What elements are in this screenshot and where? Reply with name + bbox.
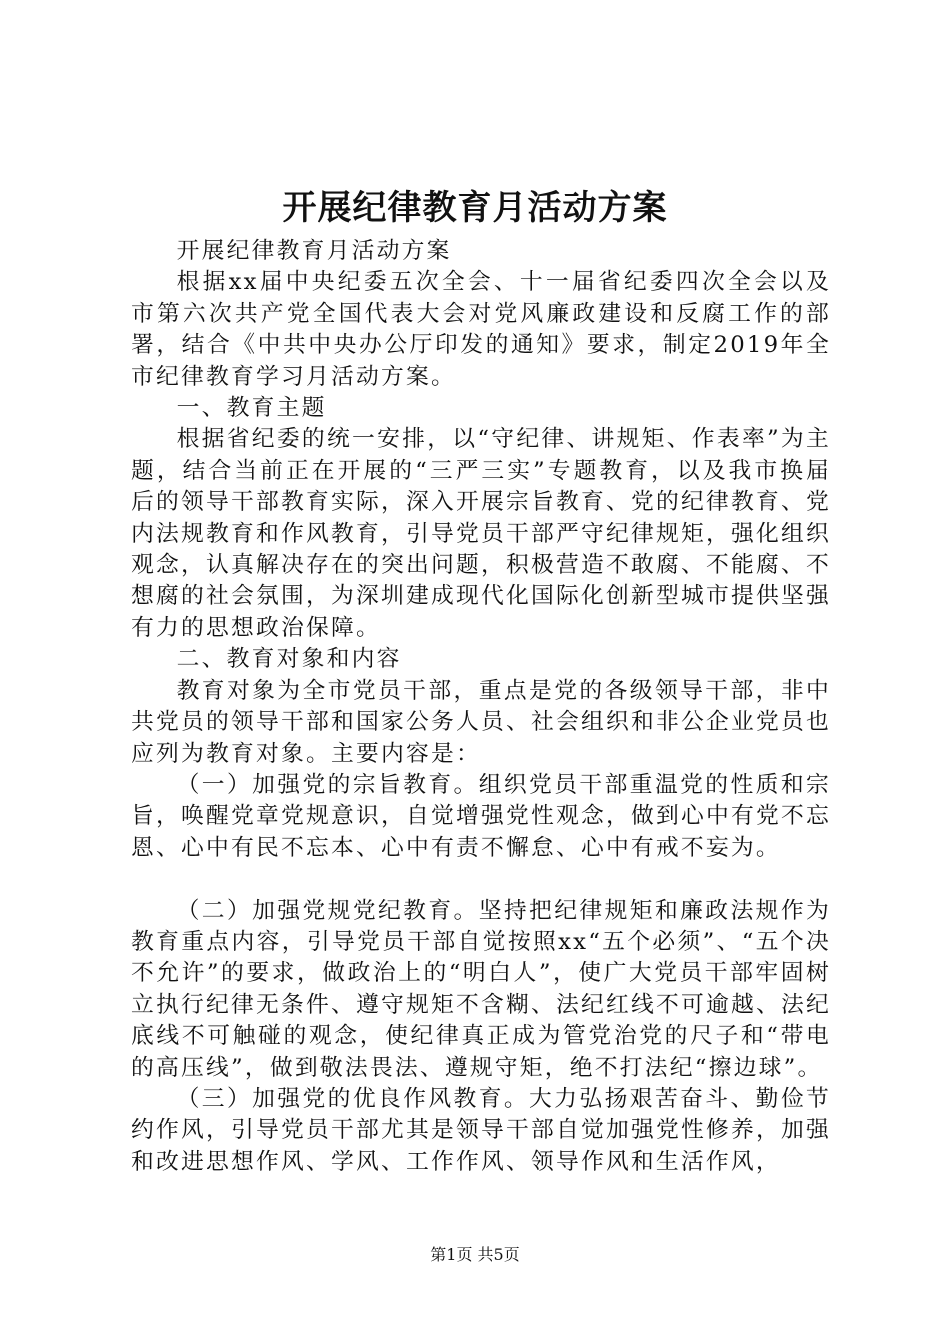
paragraph-targets: 教育对象为全市党员干部，重点是党的各级领导干部，非中共党员的领导干部和国家公务人员、社会组织和非公企业党员也应列为教育对象。主要内容是： xyxy=(131,677,831,767)
paragraph-theme: 根据省纪委的统一安排，以“守纪律、讲规矩、作表率”为主题，结合当前正在开展的“三严三实”专题教育，以及我市换届后的领导干部教育实际，深入开展宗旨教育、党的纪律教育、党内法规教育和作风教育，引导党员干部严守纪律规矩，强化组织观念，认真解决存在的突出问题，积极营造不敢腐、不能腐、不想腐的社会氛围，为深圳建成现代化国际化创新型城市提供坚强有力的思想政治保障。 xyxy=(131,426,831,641)
paragraph-item-1: （一）加强党的宗旨教育。组织党员干部重温党的性质和宗旨，唤醒党章党规意识，自觉增强党性观念，做到心中有党不忘恩、心中有民不忘本、心中有责不懈怠、心中有戒不妄为。 xyxy=(131,771,831,861)
section-heading-1: 一、教育主题 xyxy=(176,395,327,422)
section-heading-2: 二、教育对象和内容 xyxy=(176,646,402,673)
paragraph-item-2: （二）加强党规党纪教育。坚持把纪律规矩和廉政法规作为教育重点内容，引导党员干部自觉按照xx“五个必须”、“五个决不允许”的要求，做政治上的“明白人”，使广大党员干部牢固树立执行纪律无条件、遵守规矩不含糊、法纪红线不可逾越、法纪底线不可触碰的观念，使纪律真正成为管党治党的尺子和“带电的高压线”，做到敬法畏法、遵规守矩，绝不打法纪“擦边球”。 xyxy=(131,897,831,1081)
paragraph-subtitle: 开展纪律教育月活动方案 xyxy=(176,238,452,264)
document-title: 开展纪律教育月活动方案 xyxy=(282,188,668,228)
paragraph-intro: 根据xx届中央纪委五次全会、十一届省纪委四次全会以及市第六次共产党全国代表大会对党风廉政建设和反腐工作的部署，结合《中共中央办公厅印发的通知》要求，制定2019年全市纪律教育学习月活动方案。 xyxy=(131,269,831,390)
paragraph-item-3: （三）加强党的优良作风教育。大力弘扬艰苦奋斗、勤俭节约作风，引导党员干部尤其是领导干部自觉加强党性修养，加强和改进思想作风、学风、工作作风、领导作风和生活作风， xyxy=(131,1085,831,1175)
page-footer: 第1页 共5页 xyxy=(430,1245,520,1264)
document-body xyxy=(131,236,831,1178)
